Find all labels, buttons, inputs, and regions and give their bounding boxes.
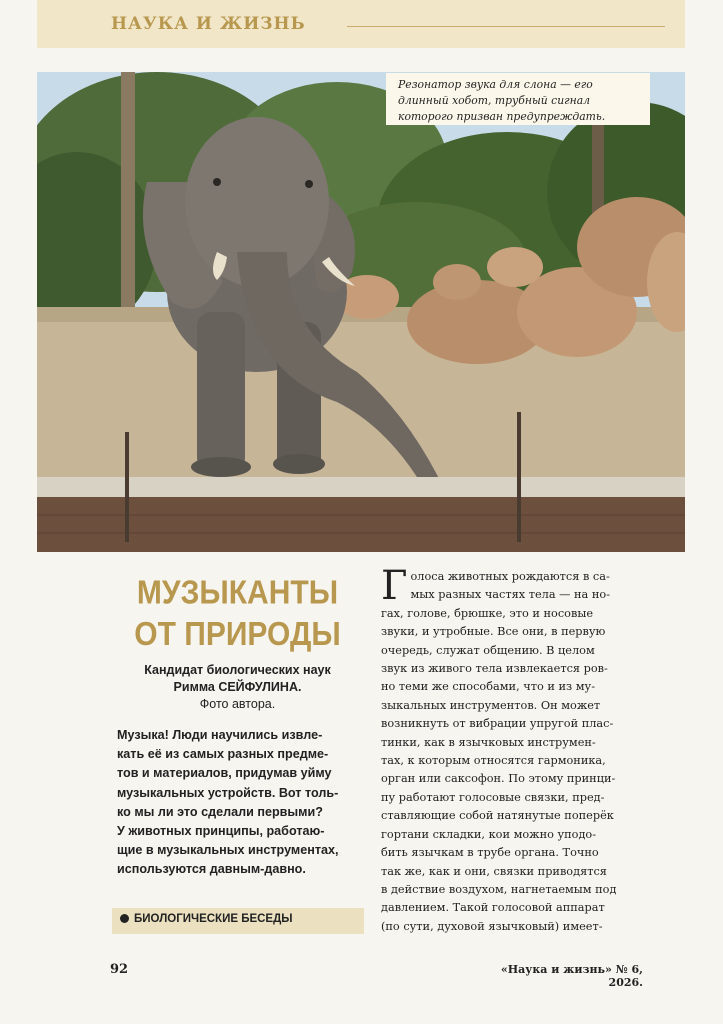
author-name: Римма СЕЙФУЛИНА. (173, 680, 302, 694)
elephant-photo (37, 72, 685, 552)
rubric-label: БИОЛОГИЧЕСКИЕ БЕСЕДЫ (134, 913, 293, 925)
byline (110, 662, 365, 713)
article-body (381, 563, 643, 936)
article-lead: Музыка! Люди научились извле- кать её из самых разных предме- тов и материалов, придумав уйму музыкальных устройств. Вот толь- ко мы ли это сделали первыми? У животных принципы, работаю- щие в музыкальных инструментах, используются давным-давно. (117, 728, 339, 877)
article-headline (110, 572, 365, 655)
magazine-title: НАУКА И ЖИЗНЬ (111, 14, 306, 34)
headline-line-2: ОТ ПРИРОДЫ (134, 615, 341, 653)
photo-credit: Фото автора. (199, 697, 276, 711)
page-number: 92 (110, 962, 129, 977)
running-header (37, 0, 685, 48)
journal-issue: «Наука и жизнь» № 6, 2026. (500, 963, 643, 989)
bullet-icon (120, 914, 129, 923)
photo-caption: Резонатор звука для слона — его длинный хобот, трубный сигнал которого призван предупреждать. (386, 73, 650, 125)
body-text: олоса животных рождаются в са- мых разных частях тела — на но- гах, голове, брюшке, это и носовые звуки, и утробные. Все они, в первую очередь, служат общению. В целом звук из живого тела извлекается ров- но теми же способами, что и из му- зыкальных инструментов. Он может возникнуть от вибрации упругой плас- тинки, как в язычковых инструмен- тах, к которым относятся гармоника, орган или саксофон. По этому принци- пу работают голосовые связки, пред- ставляющие собой натянутые поперёк гортани складки, кои можно уподо- бить язычкам в трубе органа. Точно так же, как и они, связки приводятся в действие воздухом, нагнетаемым под давлением. Такой голосовой аппарат (по сути, духовой язычковый) имеет- (381, 570, 617, 933)
header-rule (347, 26, 665, 27)
author-role: Кандидат биологических наук (144, 663, 331, 677)
rubric-band (112, 908, 364, 934)
drop-cap: Г (381, 563, 408, 609)
headline-line-1: МУЗЫКАНТЫ (136, 574, 339, 612)
